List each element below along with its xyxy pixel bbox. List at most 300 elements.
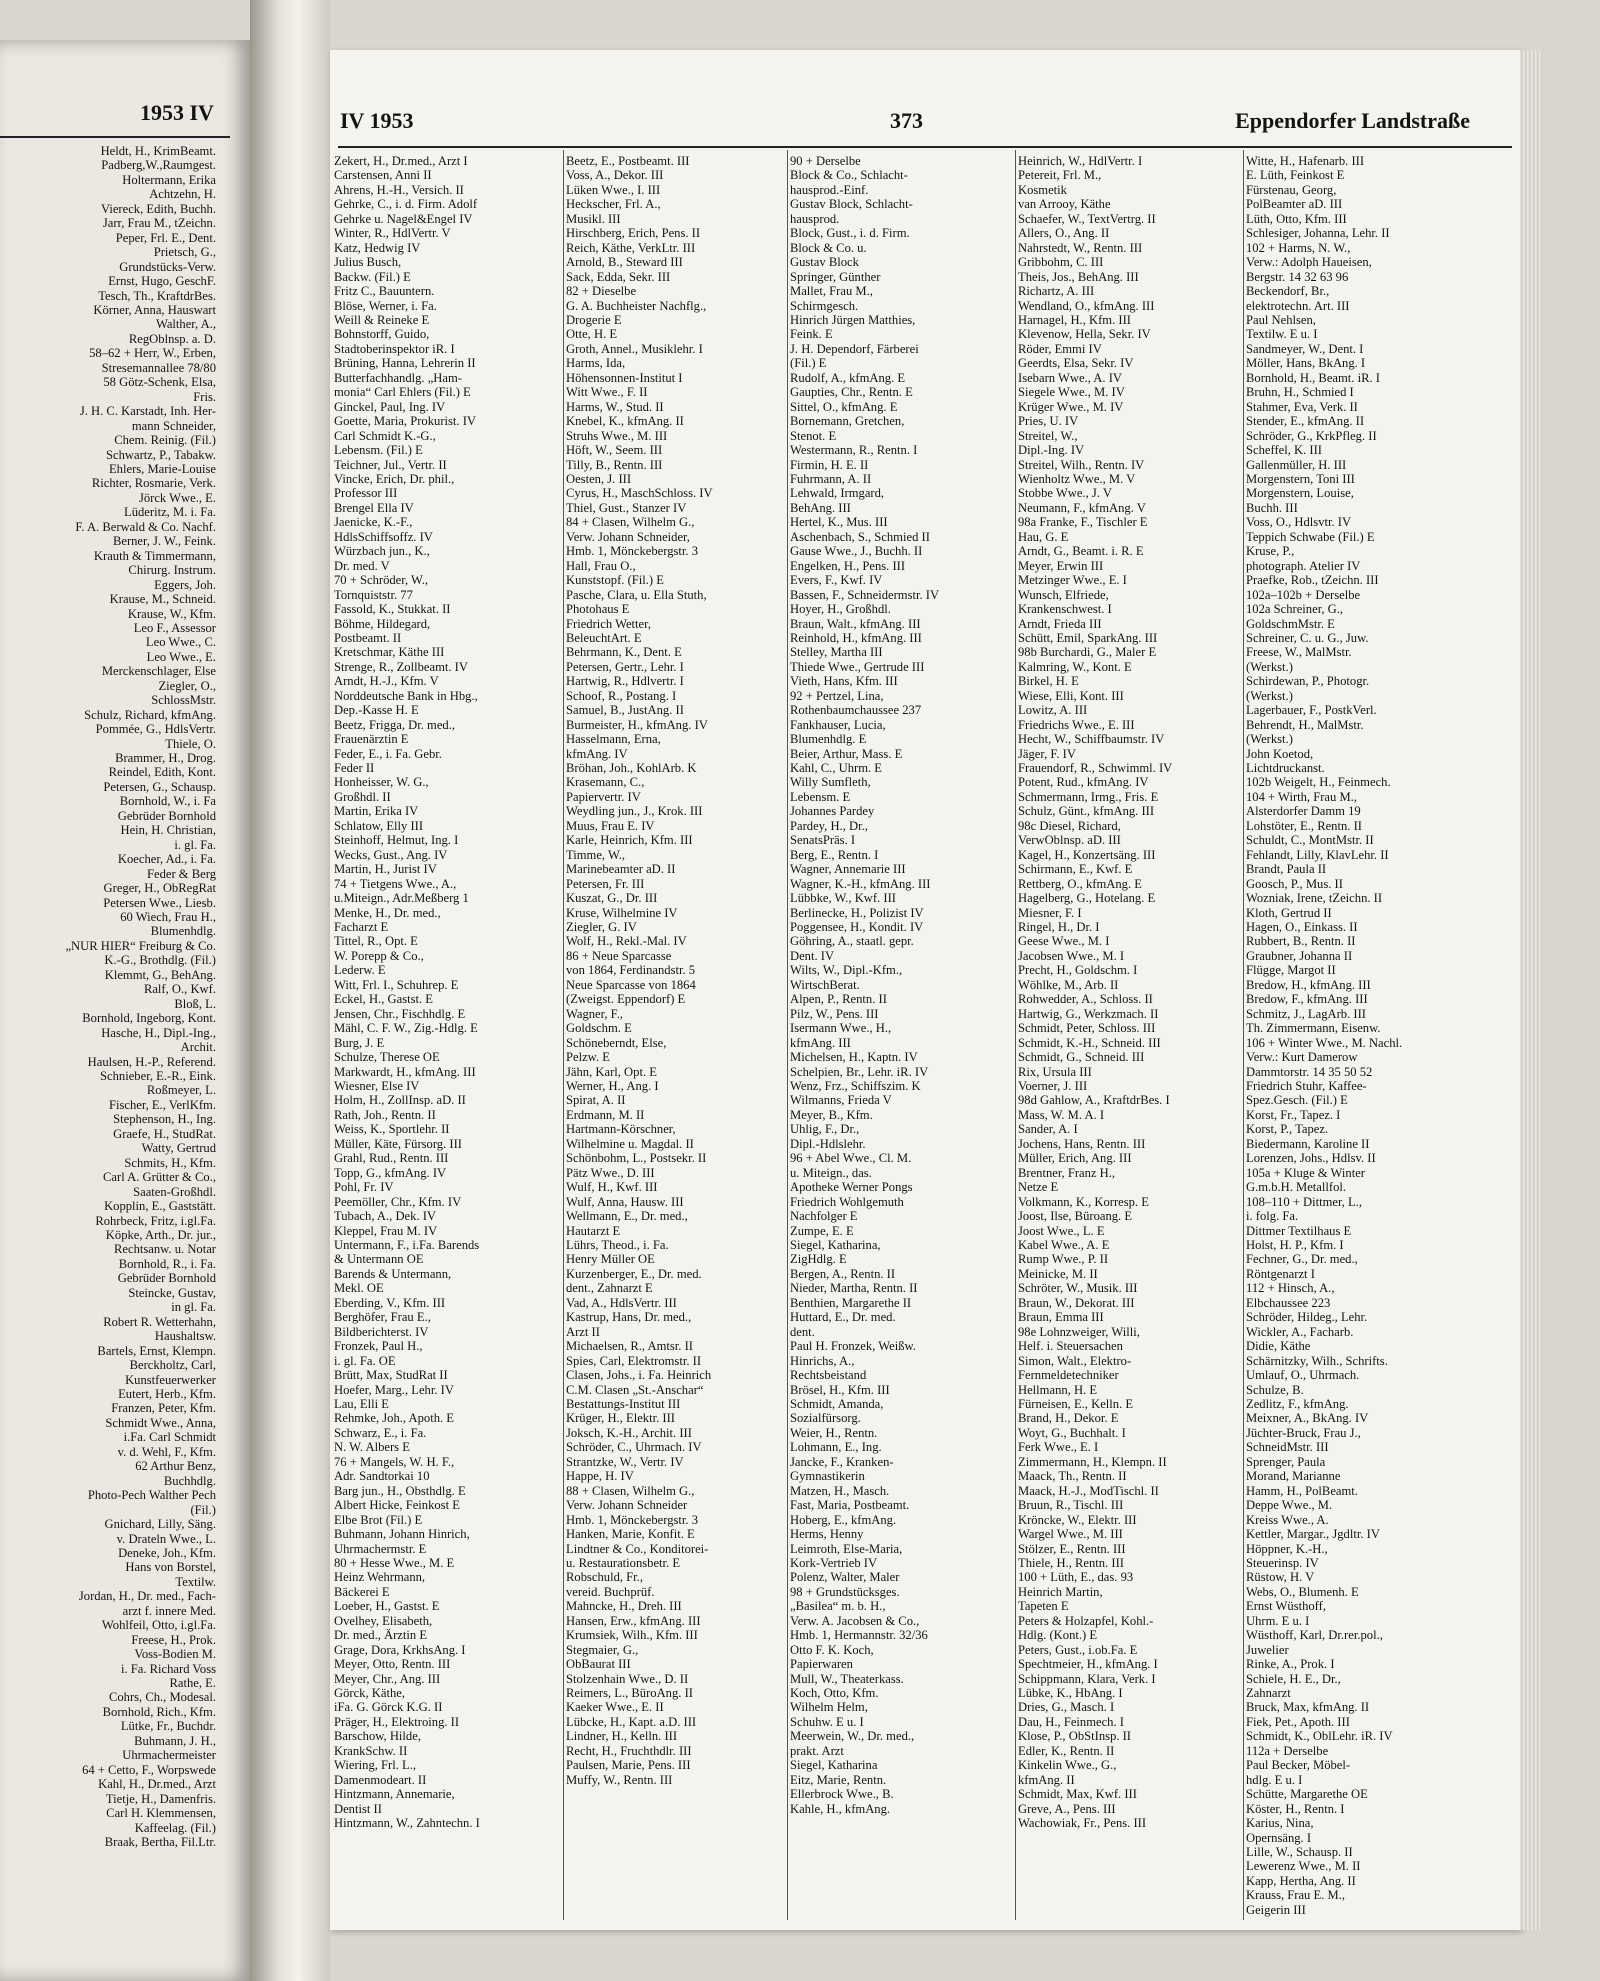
directory-entry-line: Lüderitz, M. i. Fa. (124, 505, 216, 520)
directory-entry-line: GoldschmMstr. E (1246, 616, 1335, 631)
directory-entry-line: Rettberg, O., kfmAng. E (1018, 876, 1142, 891)
directory-entry-line: Stender, E., kfmAng. II (1246, 414, 1365, 429)
directory-entry-line: i. gl. Fa. (174, 837, 216, 852)
directory-entry-line: Schmitz, J., LagArb. III (1246, 1006, 1366, 1021)
directory-entry-line: Wulf, H., Kwf. III (566, 1180, 658, 1195)
directory-entry-line: Verw. A. Jacobsen & Co., (790, 1613, 920, 1628)
directory-entry-line: Webs, O., Blumenh. E (1246, 1584, 1359, 1599)
directory-column-3 (790, 154, 1012, 1816)
directory-entry-line: Verw.: Adolph Haueisen, (1246, 255, 1372, 270)
directory-entry-line: Photohaus E (566, 602, 630, 617)
directory-entry-line: Kleppel, Frau M. IV (334, 1223, 438, 1238)
directory-entry-line: Papierwaren (790, 1657, 853, 1672)
directory-entry-line: arzt f. innere Med. (122, 1603, 216, 1618)
directory-entry-line: Gebrüder Bornhold (117, 808, 216, 823)
directory-entry-line: Markwardt, H., kfmAng. III (334, 1064, 476, 1079)
directory-entry-line: 76 + Mangels, W. H. F., (334, 1454, 455, 1469)
directory-entry-line: Eggers, Joh. (154, 577, 216, 592)
directory-entry-line: (Zweigst. Eppendorf) E (566, 992, 686, 1007)
directory-entry-line: Krauth & Timmermann, (93, 548, 216, 563)
directory-entry-line: Kröncke, W., Elektr. III (1018, 1512, 1137, 1527)
directory-entry-line: Bruhn, H., Schmied I (1246, 385, 1354, 400)
directory-entry-line: Präger, H., Elektroing. II (334, 1714, 460, 1729)
directory-entry-line: Johannes Pardey (790, 804, 875, 819)
directory-entry-line: Martin, Erika IV (334, 804, 419, 819)
directory-entry-line: Lowitz, A. III (1018, 703, 1088, 718)
directory-entry-line: Bäckerei E (334, 1584, 390, 1599)
directory-entry-line: Samuel, B., JustAng. II (566, 703, 684, 718)
directory-entry-line: Arndt, G., Beamt. i. R. E (1018, 544, 1144, 559)
directory-entry-line: Holm, H., ZollInsp. aD. II (334, 1093, 466, 1108)
directory-entry-line: Steinhoff, Helmut, Ing. I (334, 833, 459, 848)
directory-entry-line: Röder, Emmi IV (1018, 341, 1102, 356)
directory-entry-line: KrankSchw. II (334, 1743, 408, 1758)
directory-entry-line: Albert Hicke, Feinkost E (334, 1498, 460, 1513)
directory-entry-line: Gnichard, Lilly, Säng. (104, 1517, 216, 1532)
directory-entry-line: Ralf, O., Kwf. (143, 982, 216, 997)
directory-entry-line: Rüstow, H. V (1246, 1570, 1315, 1585)
directory-entry-line: ZigHdlg. E (790, 1252, 847, 1267)
directory-entry-line: Wilhelmine u. Magdal. II (566, 1136, 694, 1151)
directory-entry-line: Spies, Carl, Elektromstr. II (566, 1353, 702, 1368)
directory-entry-line: Köster, H., Rentn. I (1246, 1801, 1345, 1816)
directory-entry-line: Knebel, K., kfmAng. II (566, 414, 684, 429)
directory-entry-line: Birkel, H. E (1018, 674, 1079, 689)
directory-entry-line: Dries, G., Masch. I (1018, 1700, 1115, 1715)
directory-entry-line: E. Lüth, Feinkost E (1246, 168, 1345, 183)
directory-entry-line: Block & Co. u. (790, 240, 867, 255)
directory-entry-line: 112 + Hinsch, A., (1246, 1281, 1335, 1296)
directory-entry-line: Voerner, J. III (1018, 1079, 1088, 1093)
directory-entry-line: Berner, J. W., Feink. (112, 534, 216, 549)
directory-entry-line: Jäger, F. IV (1018, 746, 1076, 761)
directory-entry-line: (Werkst.) (1246, 732, 1293, 747)
directory-entry-line: Mass, W. M. A. I (1018, 1107, 1105, 1122)
directory-entry-line: i.Fa. Carl Schmidt (123, 1430, 216, 1445)
directory-entry-line: Jochens, Hans, Rentn. III (1018, 1136, 1146, 1151)
directory-entry-line: Kapp, Hertha, Ang. II (1246, 1873, 1356, 1888)
directory-entry-line: 98e Lohnzweiger, Willi, (1018, 1324, 1140, 1339)
directory-entry-line: Jüchter-Bruck, Frau J., (1246, 1425, 1361, 1440)
directory-entry-line: Papiervertr. IV (566, 789, 641, 804)
directory-entry-line: SchlossMstr. (151, 693, 216, 708)
directory-entry-line: Wolf, H., Rekl.-Mal. IV (566, 934, 687, 949)
left-page (0, 40, 250, 1981)
directory-entry-line: Karius, Nina, (1246, 1816, 1314, 1831)
directory-entry-line: Vincke, Erich, Dr. phil., (334, 471, 455, 486)
directory-entry-line: Richartz, A. III (1018, 284, 1095, 299)
directory-entry-line: Wagner, K.-H., kfmAng. III (790, 876, 931, 891)
directory-entry-line: Wöhlke, M., Arb. II (1018, 977, 1119, 992)
directory-entry-line: Weier, H., Rentn. (790, 1425, 878, 1440)
directory-entry-line: Wellmann, E., Dr. med., (566, 1209, 688, 1224)
directory-entry-line: Isebarn Wwe., A. IV (1018, 370, 1122, 385)
directory-entry-line: Musikl. III (566, 211, 621, 226)
directory-entry-line: Wickler, A., Facharb. (1246, 1324, 1354, 1339)
directory-entry-line: Bornhold, R., i. Fa. (118, 1256, 216, 1271)
directory-entry-line: Sprenger, Paula (1246, 1454, 1326, 1469)
directory-entry-line: Kahl, C., Uhrm. E (790, 761, 882, 776)
directory-entry-line: Hartwig, G., Werkzmach. II (1018, 1006, 1159, 1021)
directory-entry-line: Weydling jun., J., Krok. III (566, 804, 703, 819)
directory-entry-line: Lüth, Otto, Kfm. III (1246, 211, 1347, 226)
directory-entry-line: Rechtsbeistand (790, 1368, 867, 1383)
directory-entry-line: Jaenicke, K.-F., (334, 515, 413, 530)
directory-entry-line: Braak, Bertha, Fil.Ltr. (104, 1835, 216, 1850)
directory-entry-line: Juwelier (1246, 1642, 1289, 1657)
directory-entry-line: Barends & Untermann, (334, 1266, 452, 1281)
directory-entry-line: Fuhrmann, A. II (790, 471, 872, 486)
directory-entry-line: Kosmetik (1018, 182, 1067, 197)
directory-entry-line: Heinrich Martin, (1018, 1584, 1103, 1599)
directory-entry-line: Buchhdlg. (163, 1473, 216, 1488)
directory-entry-line: Didie, Käthe (1246, 1339, 1311, 1354)
directory-entry-line: Schröder, Hildeg., Lehr. (1246, 1310, 1368, 1325)
directory-entry-line: Siegel, Katharina (790, 1758, 878, 1773)
directory-entry-line: Wiesner, Else IV (334, 1079, 420, 1093)
directory-entry-line: Wiese, Elli, Kont. III (1018, 688, 1124, 703)
directory-entry-line: Morgenstern, Toni III (1246, 471, 1355, 486)
directory-entry-line: Schmidt, Amanda, (790, 1396, 884, 1411)
directory-entry-line: Zahnarzt (1246, 1686, 1291, 1701)
directory-entry-line: RegOblnsp. a. D. (128, 331, 216, 346)
directory-entry-line: Gustav Block (790, 255, 859, 270)
column-divider (787, 150, 788, 1920)
directory-entry-line: Tietje, H., Damenfris. (105, 1791, 216, 1806)
directory-entry-line: Gribbohm, C. III (1018, 255, 1104, 270)
directory-entry-line: Gause Wwe., J., Buchh. II (790, 544, 923, 559)
directory-entry-line: Schlesiger, Johanna, Lehr. II (1246, 226, 1390, 241)
directory-entry-line: Schuhw. E u. I (790, 1714, 864, 1729)
directory-entry-line: Schuldt, C., MontMstr. II (1246, 833, 1374, 848)
directory-entry-line: Graefe, H., StudRat. (113, 1126, 216, 1141)
directory-entry-line: Freese, H., Prok. (131, 1632, 216, 1647)
directory-entry-line: Hanken, Marie, Konfit. E (566, 1527, 695, 1542)
directory-entry-line: Metzinger Wwe., E. I (1018, 573, 1127, 588)
directory-entry-line: Ferk Wwe., E. I (1018, 1440, 1099, 1455)
directory-entry-line: Leimroth, Else-Maria, (790, 1541, 903, 1556)
directory-entry-line: Bartels, Ernst, Klempn. (97, 1343, 216, 1358)
directory-entry-line: Willy Sumfleth, (790, 775, 871, 790)
directory-entry-line: Michelsen, H., Kaptn. IV (790, 1050, 918, 1065)
directory-entry-line: Prietsch, G., (153, 245, 216, 260)
directory-entry-line: Topp, G., kfmAng. IV (334, 1165, 447, 1180)
directory-entry-line: 80 + Hesse Wwe., M. E (334, 1555, 455, 1570)
directory-entry-line: 88 + Clasen, Wilhelm G., (566, 1483, 695, 1498)
directory-entry-line: Kopplin, E., Gaststätt. (104, 1199, 216, 1214)
directory-entry-line: Braun, Emma III (1018, 1310, 1104, 1325)
directory-entry-line: Fechner, G., Dr. med., (1246, 1252, 1358, 1267)
directory-entry-line: Witt Wwe., F. II (566, 385, 648, 400)
directory-entry-line: Stephenson, H., Ing. (113, 1112, 216, 1127)
directory-entry-line: Evers, F., Kwf. IV (790, 573, 883, 588)
directory-entry-line: Hintzmann, W., Zahntechn. I (334, 1816, 480, 1831)
directory-entry-line: Hartwig, R., Hdlvertr. I (566, 674, 684, 689)
directory-entry-line: Robert R. Wetterhahn, (103, 1314, 216, 1329)
directory-entry-line: Spez.Gesch. (Fil.) E (1246, 1093, 1348, 1108)
directory-entry-line: Lütke, Fr., Buchdr. (120, 1719, 216, 1734)
directory-entry-line: Uhlig, F., Dr., (790, 1122, 860, 1137)
directory-entry-line: Lohstöter, E., Rentn. II (1246, 818, 1362, 833)
directory-entry-line: Petersen, Gertr., Lehr. I (566, 659, 684, 674)
directory-entry-line: Fronzek, Paul H., (334, 1339, 423, 1354)
directory-entry-line: Haushaltsw. (154, 1329, 216, 1344)
directory-entry-line: Dent. IV (790, 948, 835, 963)
directory-entry-line: Mull, W., Theaterkass. (790, 1671, 904, 1686)
directory-entry-line: Lübke, K., HbAng. I (1018, 1686, 1123, 1701)
directory-entry-line: Goldschm. E (566, 1021, 632, 1036)
directory-entry-line: Ziegler, O., (158, 678, 216, 693)
directory-entry-line: Krauss, Frau E. M., (1246, 1888, 1345, 1903)
directory-entry-line: Petersen, Fr. III (566, 876, 645, 891)
directory-entry-line: Potent, Rud., kfmAng. IV (1018, 775, 1149, 790)
directory-entry-line: Bergen, A., Rentn. II (790, 1266, 896, 1281)
directory-entry-line: Winter, R., HdlVertr. V (334, 226, 451, 241)
directory-entry-line: Lübbke, W., Kwf. III (790, 891, 896, 906)
directory-entry-line: Sandmeyer, W., Dent. I (1246, 341, 1364, 356)
directory-entry-line: Spechtmeier, H., kfmAng. I (1018, 1657, 1158, 1672)
directory-entry-line: Siegele Wwe., M. IV (1018, 385, 1125, 400)
directory-entry-line: Lohmann, E., Ing. (790, 1440, 882, 1455)
directory-entry-line: Schmidt, Max, Kwf. III (1018, 1787, 1137, 1802)
directory-entry-line: Hellmann, H. E (1018, 1382, 1098, 1397)
directory-entry-line: Kahle, H., kfmAng. (790, 1801, 891, 1816)
directory-entry-line: BeleuchtArt. E (566, 630, 642, 645)
directory-entry-line: Frauendorf, R., Schwimml. IV (1018, 761, 1173, 776)
directory-entry-line: kfmAng. III (790, 1035, 851, 1050)
directory-entry-line: Rechtsanw. u. Notar (113, 1242, 216, 1257)
directory-entry-line: Voss, A., Dekor. III (566, 168, 664, 183)
directory-entry-line: Pasche, Clara, u. Ella Stuth, (566, 587, 707, 602)
directory-entry-line: Hall, Frau O., (566, 558, 636, 573)
directory-entry-line: Verw. Johann Schneider (566, 1498, 688, 1513)
directory-entry-line: G.m.b.H. Metallfol. (1246, 1180, 1347, 1195)
directory-entry-line: Strantzke, W., Vertr. IV (566, 1454, 684, 1469)
directory-entry-line: Sozialfürsorg. (790, 1411, 861, 1426)
directory-entry-line: Lederw. E (334, 963, 386, 978)
directory-entry-line: C.M. Clasen „St.-Anschar“ (566, 1382, 704, 1397)
directory-entry-line: Reich, Käthe, VerkLtr. III (566, 240, 696, 255)
directory-entry-line: Chem. Reinig. (Fil.) (114, 433, 216, 448)
directory-entry-line: Nachfolger E (790, 1209, 858, 1224)
directory-entry-line: Morand, Marianne (1246, 1469, 1341, 1484)
directory-entry-line: Strenge, R., Zollbeamt. IV (334, 659, 468, 674)
directory-entry-line: Otte, H. E (566, 327, 618, 342)
directory-entry-line: Lübcke, H., Kapt. a.D. III (566, 1714, 697, 1729)
directory-entry-line: Stobbe Wwe., J. V (1018, 486, 1112, 501)
directory-entry-line: 84 + Clasen, Wilhelm G., (566, 515, 695, 530)
directory-entry-line: Schulz, Günt., kfmAng. III (1018, 804, 1155, 819)
left-page-header: 1953 IV (140, 100, 214, 125)
directory-entry-line: Feder & Berg (146, 866, 216, 881)
directory-entry-line: Ahrens, H.-H., Versich. II (334, 182, 464, 197)
directory-entry-line: Mahncke, H., Dreh. III (566, 1599, 682, 1614)
directory-entry-line: Thiel, Gust., Stanzer IV (566, 500, 687, 515)
directory-entry-line: Muus, Frau E. IV (566, 818, 655, 833)
directory-entry-line: Heldt, H., KrimBeamt. (100, 144, 216, 158)
page-number: 373 (890, 108, 923, 133)
directory-entry-line: Burmeister, H., kfmAng. IV (566, 717, 708, 732)
left-header-rule (0, 136, 230, 138)
directory-entry-line: 96 + Abel Wwe., Cl. M. (790, 1151, 912, 1166)
directory-entry-line: Schiele, H. E., Dr., (1246, 1671, 1341, 1686)
directory-entry-line: hausprod.-Einf. (790, 182, 869, 197)
directory-entry-line: Korst, Fr., Tapez. I (1246, 1107, 1341, 1122)
directory-entry-line: Honheisser, W. G., (334, 775, 429, 790)
directory-entry-line: Merckenschlager, Else (101, 664, 216, 679)
directory-entry-line: Dep.-Kasse H. E (334, 703, 419, 718)
directory-entry-line: Netze E (1018, 1180, 1059, 1195)
directory-entry-line: Kalmring, W., Kont. E (1018, 659, 1132, 674)
directory-entry-line: Arndt, H.-J., Kfm. V (334, 674, 439, 689)
directory-entry-line: Marinebeamter aD. II (566, 862, 676, 877)
directory-entry-line: 98a Franke, F., Tischler E (1018, 515, 1148, 530)
directory-entry-line: Feink. E (790, 327, 833, 342)
directory-entry-line: Schütte, Margarethe OE (1246, 1787, 1368, 1802)
directory-entry-line: Arzt II (566, 1324, 600, 1339)
directory-entry-line: Hintzmann, Annemarie, (334, 1787, 455, 1802)
directory-entry-line: kfmAng. II (1018, 1772, 1075, 1787)
directory-entry-line: Deneke, Joh., Kfm. (118, 1545, 216, 1560)
directory-entry-line: Schmidt, K., OblLehr. iR. IV (1246, 1729, 1393, 1744)
directory-entry-line: Rehmke, Joh., Apoth. E (334, 1411, 454, 1426)
directory-entry-line: dent. (790, 1324, 815, 1339)
directory-entry-line: J. H. C. Karstadt, Inh. Her- (79, 404, 216, 419)
directory-entry-line: Leo Wwe., C. (145, 635, 216, 650)
directory-entry-line: Miesner, F. I (1018, 905, 1082, 920)
directory-entry-line: Schmidt, Peter, Schloss. III (1018, 1021, 1156, 1036)
directory-entry-line: Wüsthoff, Karl, Dr.rer.pol., (1246, 1628, 1383, 1643)
directory-entry-line: Groth, Annel., Musiklehr. I (566, 341, 703, 356)
directory-entry-line: Wienholtz Wwe., M. V (1018, 471, 1136, 486)
directory-entry-line: Jarr, Frau M., tZeichn. (102, 216, 216, 231)
directory-entry-line: Elbe Brot (Fil.) E (334, 1512, 423, 1527)
directory-entry-line: Petersen Wwe., Liesb. (103, 895, 216, 910)
directory-entry-line: Dr. med., Ärztin E (334, 1628, 428, 1643)
directory-entry-line: Pohl, Fr. IV (334, 1180, 394, 1195)
directory-entry-line: Muffy, W., Rentn. III (566, 1772, 673, 1787)
directory-entry-line: Wulf, Anna, Hausw. III (566, 1194, 684, 1209)
directory-entry-line: Kretschmar, Käthe III (334, 645, 445, 660)
directory-entry-line: u.Miteign., Adr.Meßberg 1 (334, 891, 469, 906)
directory-entry-line: Hans von Borstel, (125, 1560, 216, 1575)
directory-entry-line: Bohnstorff, Guido, (334, 327, 430, 342)
directory-entry-line: prakt. Arzt (790, 1743, 844, 1758)
directory-entry-line: Deppe Wwe., M. (1246, 1498, 1333, 1513)
directory-entry-line: Cyrus, H., MaschSchloss. IV (566, 486, 713, 501)
directory-entry-line: Postbeamt. II (334, 630, 402, 645)
directory-entry-line: Leo Wwe., E. (146, 649, 216, 664)
directory-entry-line: Damenmodeart. II (334, 1772, 427, 1787)
directory-entry-line: Greger, H., ObRegRat (103, 881, 216, 896)
directory-entry-line: Wohlfeil, Otto, i.gl.Fa. (101, 1618, 216, 1633)
directory-entry-line: Ziegler, G. IV (566, 920, 637, 935)
directory-entry-line: Bröhan, Joh., KohlArb. K (566, 761, 697, 776)
directory-entry-line: VerwOblnsp. aD. III (1018, 833, 1121, 848)
directory-entry-line: Poggensee, H., Kondit. IV (790, 920, 924, 935)
directory-entry-line: Holtermann, Erika (122, 172, 216, 187)
directory-entry-line: Reimers, L., BüroAng. II (566, 1686, 693, 1701)
directory-entry-line: Burg, J. E (334, 1035, 385, 1050)
directory-entry-line: Uhrmachermeister (122, 1748, 216, 1763)
directory-entry-line: Weiss, K., Sportlehr. II (334, 1122, 450, 1137)
directory-entry-line: Schmidt Wwe., Anna, (105, 1415, 216, 1430)
directory-entry-line: Archit. (180, 1040, 216, 1055)
directory-entry-line: dent., Zahnarzt E (566, 1281, 653, 1296)
directory-entry-line: Recht, H., Fruchthdlr. III (566, 1743, 692, 1758)
directory-entry-line: Schöneberndt, Else, (566, 1035, 667, 1050)
directory-entry-line: Jordan, H., Dr. med., Fach- (78, 1589, 216, 1604)
directory-entry-line: Zumpe, E. E (790, 1223, 854, 1238)
directory-entry-line: Müller, Erich, Ang. III (1018, 1151, 1132, 1166)
directory-entry-line: Peters, Gust., i.ob.Fa. E (1018, 1642, 1138, 1657)
directory-entry-line: Schönbohm, L., Postsekr. II (566, 1151, 707, 1166)
directory-entry-line: Dau, H., Feinmech. I (1018, 1714, 1124, 1729)
directory-entry-line: Wilmanns, Frieda V (790, 1093, 892, 1108)
directory-entry-line: Schaefer, W., TextVertrg. II (1018, 211, 1156, 226)
directory-entry-line: Oesten, J. III (566, 471, 632, 486)
directory-column-5 (1246, 154, 1468, 1917)
directory-entry-line: Thiele, O. (165, 736, 216, 751)
directory-entry-line: Kettler, Margar., Jgdltr. IV (1246, 1527, 1380, 1542)
directory-entry-line: Kabel Wwe., A. E (1018, 1237, 1110, 1252)
directory-entry-line: W. Porepp & Co., (334, 948, 424, 963)
directory-entry-line: Koecher, Ad., i. Fa. (117, 852, 216, 867)
directory-entry-line: Sander, A. I (1018, 1122, 1078, 1137)
directory-entry-line: Dammtorstr. 14 35 50 52 (1246, 1064, 1373, 1079)
directory-entry-line: Norddeutsche Bank in Hbg., (334, 688, 478, 703)
directory-entry-line: Klemmt, G., BehAng. (104, 967, 216, 982)
directory-entry-line: Müller, Käte, Fürsorg. III (334, 1136, 462, 1151)
directory-entry-line: v. d. Wehl, F., Kfm. (117, 1444, 216, 1459)
directory-entry-line: Nieder, Martha, Rentn. II (790, 1281, 918, 1296)
directory-entry-line: G. A. Buchheister Nachflg., (566, 298, 707, 313)
directory-entry-line: Tittel, R., Opt. E (334, 934, 418, 949)
directory-entry-line: van Arrooy, Käthe (1018, 197, 1111, 212)
directory-entry-line: Beetz, Frigga, Dr. med., (334, 717, 456, 732)
directory-entry-line: Hoefer, Marg., Lehr. IV (334, 1382, 454, 1397)
directory-entry-line: Beetz, E., Postbeamt. III (566, 154, 690, 168)
directory-entry-line: Kloth, Gertrud II (1246, 905, 1332, 920)
directory-entry-line: Biedermann, Karoline II (1246, 1136, 1370, 1151)
directory-entry-line: SchneidMstr. III (1246, 1440, 1329, 1455)
directory-entry-line: Ellerbrock Wwe., B. (790, 1787, 894, 1802)
directory-entry-line: Reindel, Edith, Kont. (108, 765, 216, 780)
directory-entry-line: Mallet, Frau M., (790, 284, 873, 299)
directory-entry-line: Krasemann, C., (566, 775, 645, 790)
directory-entry-line: Graubner, Johanna II (1246, 948, 1353, 963)
directory-entry-line: mann Schneider, (131, 418, 216, 433)
directory-entry-line: Böhme, Hildegard, (334, 616, 431, 631)
directory-entry-line: (Fil.) E (790, 356, 827, 371)
directory-entry-line: Stelley, Martha III (790, 645, 883, 660)
directory-entry-line: Schütt, Emil, SparkAng. III (1018, 630, 1158, 645)
directory-entry-line: i. Fa. Richard Voss (120, 1661, 216, 1676)
directory-entry-line: Jähn, Karl, Opt. E (566, 1064, 657, 1079)
directory-entry-line: Fritz C., Bauuntern. (334, 284, 435, 299)
directory-entry-line: Schirmgesch. (790, 298, 859, 313)
directory-entry-line: Robschuld, Fr., (566, 1570, 643, 1585)
directory-entry-line: 106 + Winter Wwe., M. Nachl. (1246, 1035, 1403, 1050)
directory-entry-line: Fast, Maria, Postbeamt. (790, 1498, 910, 1513)
directory-entry-line: Watty, Gertrud (141, 1141, 216, 1156)
directory-entry-line: Paul Becker, Möbel- (1246, 1758, 1351, 1773)
directory-entry-line: Wagner, F., (566, 1006, 623, 1021)
directory-entry-line: Grage, Dora, KrkhsAng. I (334, 1642, 466, 1657)
directory-entry-line: u. Miteign., das. (790, 1165, 872, 1180)
directory-entry-line: Bornhold, Rich., Kfm. (102, 1704, 216, 1719)
directory-entry-line: Jensen, Chr., Fischhdlg. E (334, 1006, 466, 1021)
